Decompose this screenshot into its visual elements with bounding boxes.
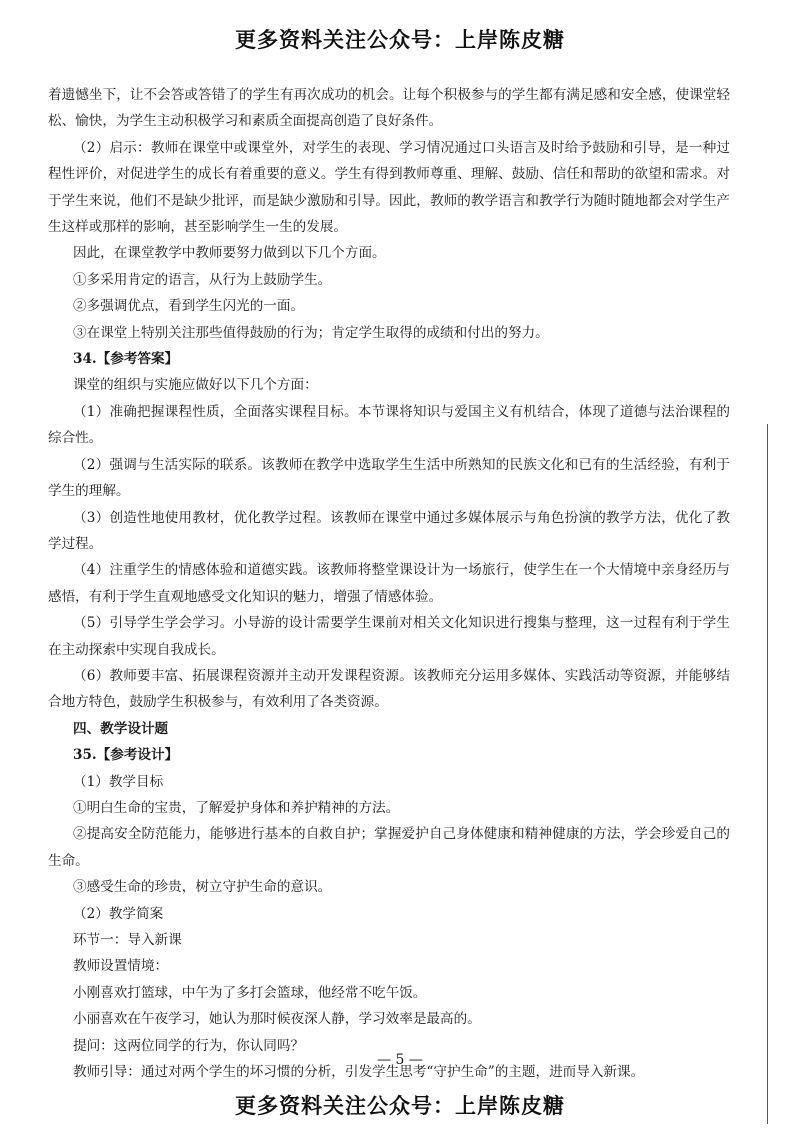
- paragraph: 提问：这两位同学的行为，你认同吗？: [73, 1037, 305, 1054]
- page-body: [48, 82, 730, 1085]
- section-heading: 34.【参考答案】: [73, 351, 179, 368]
- paragraph: （3）创造性地使用教材，优化教学过程。该教师在课堂中通过多媒体展示与角色扮演的教学方法，优化了教学过程。: [48, 509, 730, 552]
- paragraph: 教师引导：通过对两个学生的坏习惯的分析，引发学生思考“守护生命”的主题，进而导入新课。: [73, 1064, 645, 1081]
- list-item: ①明白生命的宝贵，了解爱护身体和养护精神的方法。: [73, 799, 400, 816]
- paragraph: 小刚喜欢打篮球，中午为了多打会篮球，他经常不吃午饭。: [73, 984, 427, 1001]
- list-item: ②多强调优点，看到学生闪光的一面。: [73, 298, 305, 315]
- footer-banner: 更多资料关注公众号：上岸陈皮糖: [235, 1094, 565, 1118]
- paragraph: （6）教师要丰富、拓展课程资源并主动开发课程资源。该教师充分运用多媒体、实践活动等资源，并能够结合地方特色，鼓励学生积极参与，有效利用了各类资源。: [48, 667, 730, 711]
- paragraph: 环节一：导入新课: [73, 932, 182, 948]
- page-number: — 5 —: [377, 1052, 423, 1068]
- paragraph: （4）注重学生的情感体验和道德实践。该教师将整堂课设计为一场旅行，使学生在一个大情境中亲身经历与感悟，有利于学生直观地感受文化知识的魅力，增强了情感体验。: [48, 562, 730, 605]
- paragraph: 小丽喜欢在午夜学习，她认为那时候夜深人静，学习效率是最高的。: [73, 1011, 481, 1028]
- paragraph: （1）教学目标: [73, 773, 164, 790]
- list-item: ③在课堂上特别关注那些值得鼓励的行为；肯定学生取得的成绩和付出的努力。: [73, 324, 549, 341]
- list-item: ③感受生命的珍贵，树立守护生命的意识。: [73, 879, 332, 896]
- section-heading: 四、教学设计题: [73, 720, 169, 737]
- paragraph: （2）强调与生活实际的联系。该教师在教学中选取学生生活中所熟知的民族文化和已有的生活经验，有利于学生的理解。: [48, 456, 730, 500]
- paragraph: 因此，在课堂教学中教师要努力做到以下几个方面。: [73, 245, 386, 262]
- paragraph: （2）教学简案: [73, 905, 164, 922]
- paragraph: 课堂的组织与实施应做好以下几个方面：: [73, 377, 318, 394]
- paragraph: 教师设置情境：: [73, 958, 169, 975]
- paragraph: （5）引导学生学会学习。小导游的设计需要学生课前对相关文化知识进行搜集与整理，这一过程有利于学生在主动探索中实现自我成长。: [48, 615, 730, 658]
- paragraph: （1）准确把握课程性质，全面落实课程目标。本节课将知识与爱国主义有机结合，体现了道德与法治课程的综合性。: [48, 403, 730, 447]
- paragraph: （2）启示：教师在课堂中或课堂外，对学生的表现、学习情况通过口头语言及时给予鼓励和引导，是一种过程性评价，对促进学生的成长有着重要的意义。学生有得到教师尊重、理解、鼓励、信任和帮助的欲望和需求。对于学生来说，他们不是缺少批评，而是缺少激励和引导。因此，教师的教学语言和教学行为随时随地都会对学生产生这样或那样的影响，甚至影响学生一生的发展。: [48, 139, 730, 236]
- section-heading: 35.【参考设计】: [73, 747, 179, 764]
- paragraph: 着遗憾坐下，让不会答或答错了的学生有再次成功的机会。让每个积极参与的学生都有满足感和安全感，使课堂轻松、愉快，为学生主动积极学习和素质全面提高创造了良好条件。: [48, 87, 730, 130]
- list-item: ①多采用肯定的语言，从行为上鼓励学生。: [73, 271, 332, 288]
- scan-edge-line: [767, 424, 768, 1124]
- header-banner: 更多资料关注公众号：上岸陈皮糖: [235, 28, 565, 52]
- list-item: ②提高安全防范能力，能够进行基本的自救自护；掌握爱护自己身体健康和精神健康的方法，学会珍爱自己的生命。: [48, 826, 730, 869]
